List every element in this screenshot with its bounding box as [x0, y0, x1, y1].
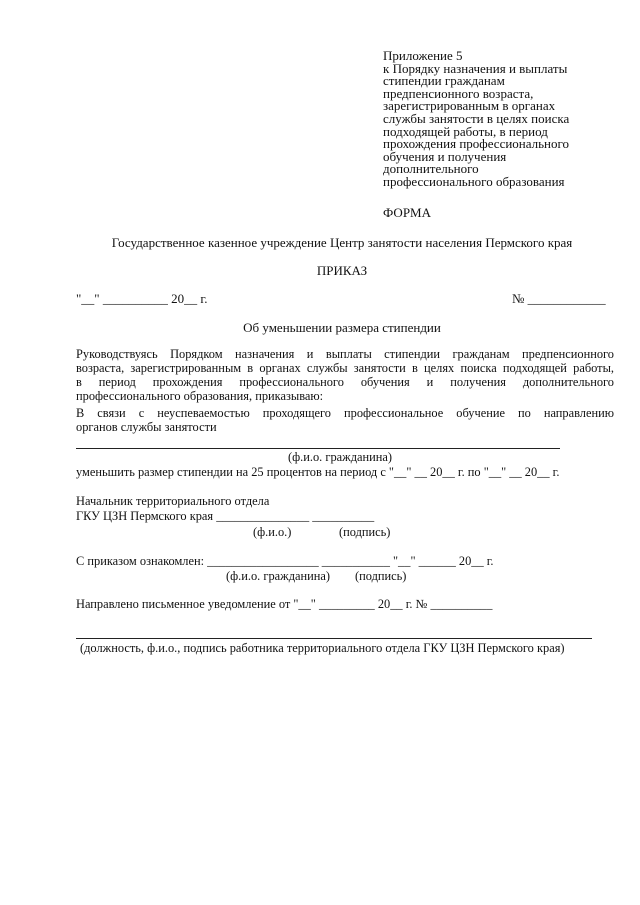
preamble-line: возраста, зарегистрированным в органах службы занятости в целях поиска подходящей работы, [76, 361, 614, 375]
employee-caption: (должность, ф.и.о., подпись работника территориального отдела ГКУ ЦЗН Пермского края) [80, 641, 565, 655]
document-title: ПРИКАЗ [316, 263, 368, 278]
appendix-block [383, 50, 633, 189]
appendix-line: дополнительного [383, 161, 479, 177]
appendix-line: стипендии гражданам [383, 73, 505, 89]
appendix-line: прохождения профессионального [383, 136, 570, 152]
appendix-line: предпенсионного возраста, [383, 85, 534, 101]
acquainted-caption-sign: (подпись) [355, 569, 407, 583]
organization-name: Государственное казенное учреждение Центр занятости населения Пермского края [111, 235, 573, 250]
clause-line: В связи с неуспеваемостью проходящего профессиональное обучение по направлению [76, 406, 614, 420]
acquainted-caption-fio: (ф.и.о. гражданина) [226, 569, 331, 583]
citizen-caption: (ф.и.о. гражданина) [288, 450, 393, 464]
appendix-line: Приложение 5 [383, 48, 463, 63]
reduce-line: уменьшить размер стипендии на 25 процентов на период с "__" __ 20__ г. по "__" __ 20__ г. [76, 465, 560, 479]
appendix-line: службы занятости в целях поиска [383, 110, 570, 126]
appendix-line: обучения и получения [383, 148, 507, 164]
preamble-line: Руководствуясь Порядком назначения и выплаты стипендии гражданам предпенсионного [76, 347, 614, 361]
head-caption-sign: (подпись) [339, 525, 391, 539]
preamble-line: профессионального образования, приказываю: [76, 389, 324, 403]
appendix-line: к Порядку назначения и выплаты [383, 60, 568, 76]
head-title-line: Начальник территориального отдела [76, 494, 270, 508]
appendix-line: зарегистрированным в органах [383, 98, 556, 114]
acquainted-line: С приказом ознакомлен: __________________ ___________ "__" ______ 20__ г. [76, 554, 494, 568]
notice-line: Направлено письменное уведомление от "__" _________ 20__ г. № __________ [76, 597, 493, 611]
appendix-line: подходящей работы, в период [383, 123, 548, 139]
order-subject: Об уменьшении размера стипендии [243, 320, 441, 335]
employee-rule [76, 638, 592, 639]
preamble-paragraph [76, 347, 614, 403]
head-sign-line: ГКУ ЦЗН Пермского края _______________ __________ [76, 509, 375, 523]
head-caption-fio: (ф.и.о.) [253, 525, 292, 539]
clause-paragraph [76, 406, 614, 434]
date-line: "__" __________ 20__ г. [76, 291, 208, 306]
appendix-line: профессионального образования [383, 173, 565, 189]
form-label: ФОРМА [383, 205, 431, 220]
preamble-line: в период прохождения профессионального обучения и получения дополнительного [76, 375, 614, 389]
clause-line: органов службы занятости [76, 420, 217, 434]
citizen-name-rule [76, 448, 560, 449]
number-line: № ____________ [512, 291, 606, 306]
